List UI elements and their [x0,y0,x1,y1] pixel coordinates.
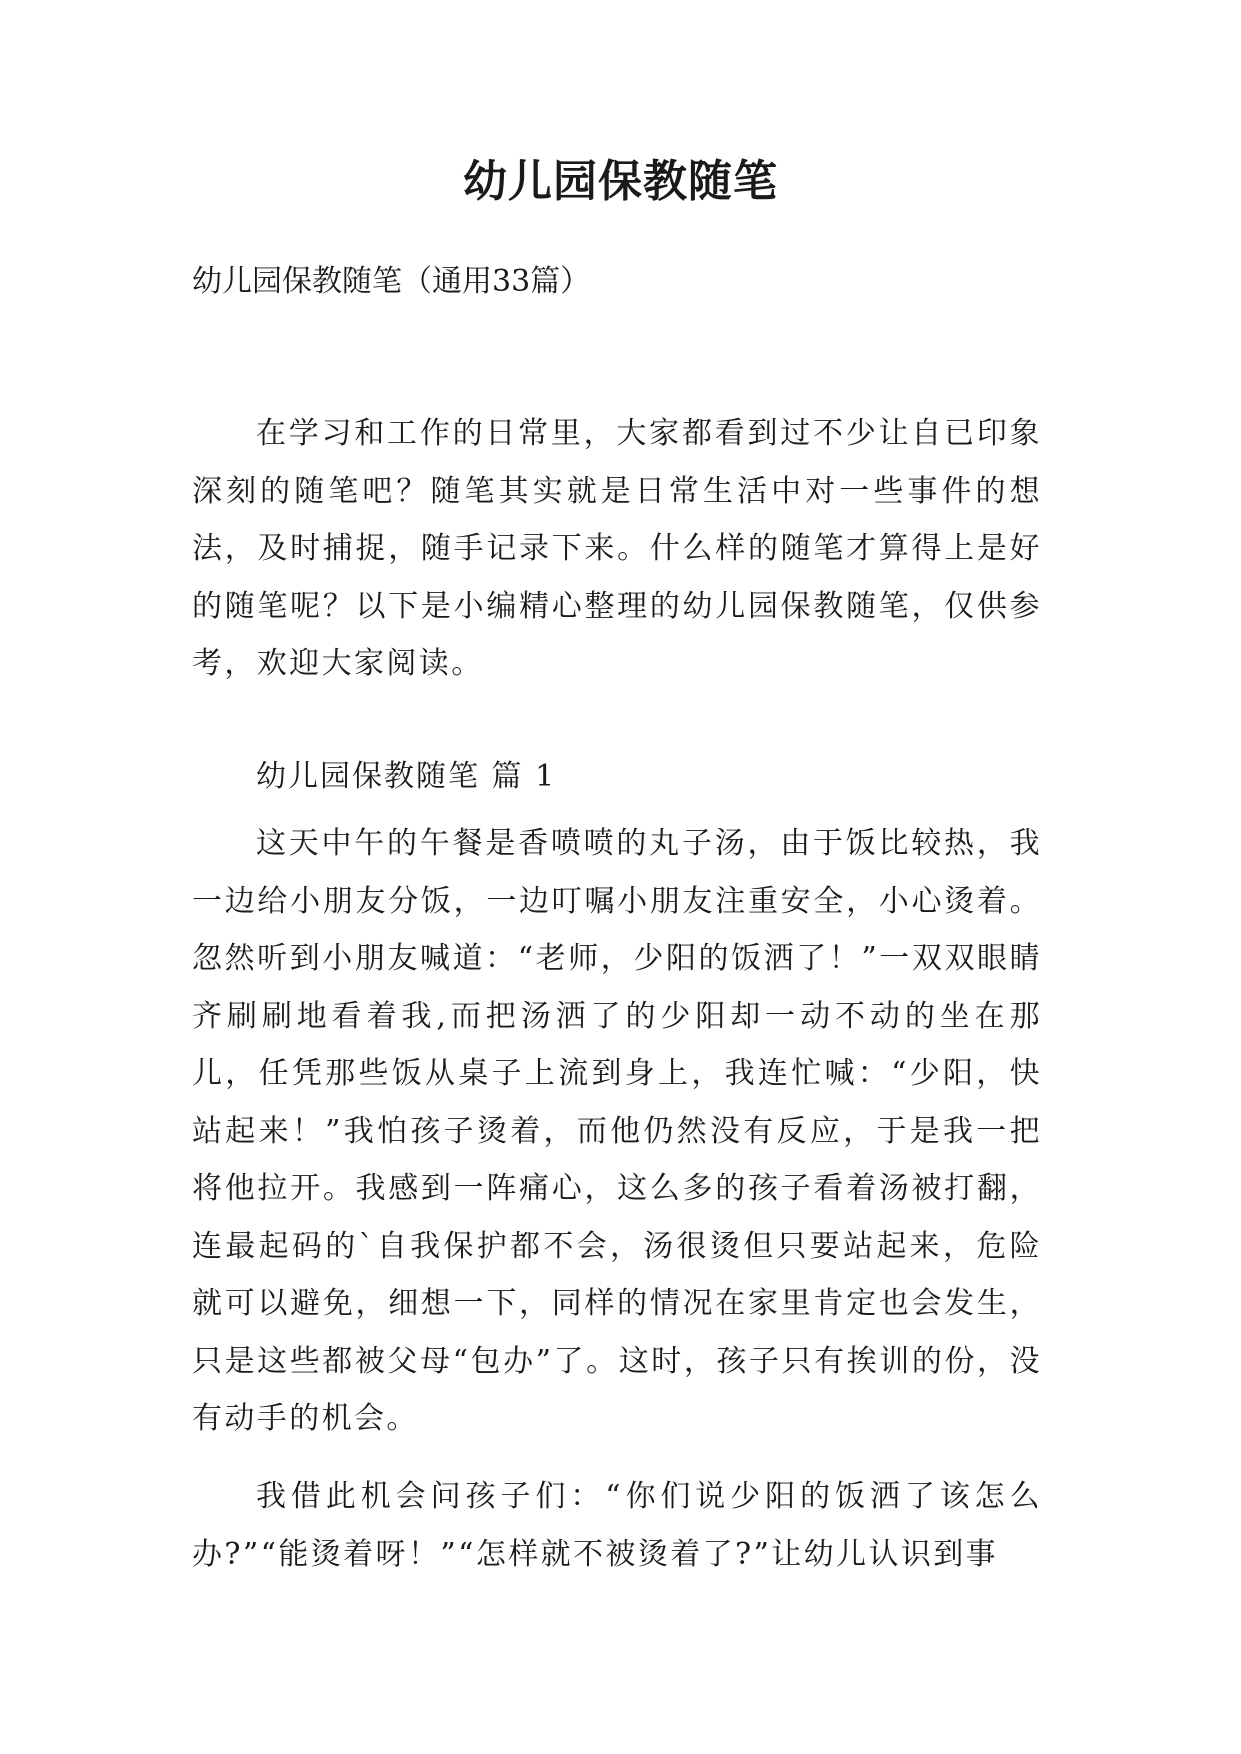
section-heading: 幼儿园保教随笔 篇 1 [256,759,557,794]
body-paragraph: 这天中午的午餐是香喷喷的丸子汤，由于饭比较热，我一边给小朋友分饭，一边叮嘱小朋友注重安全，小心烫着。忽然听到小朋友喊道：“老师，少阳的饭洒了！”一双双眼睛齐刷刷地看着我,而把汤洒了的少阳却一动不动的坐在那儿，任凭那些饭从桌子上流到身上，我连忙喊：“少阳，快站起来！”我怕孩子烫着，而他仍然没有反应，于是我一把将他拉开。我感到一阵痛心，这么多的孩子看着汤被打翻，连最起码的`自我保护都不会，汤很烫但只要站起来，危险就可以避免，细想一下，同样的情况在家里肯定也会发生，只是这些都被父母“包办”了。这时，孩子只有挨训的份，没有动手的机会。 [192,826,1042,1436]
document-subtitle: 幼儿园保教随笔（通用33篇） [192,264,591,299]
intro-paragraph: 在学习和工作的日常里，大家都看到过不少让自已印象深刻的随笔吧？随笔其实就是日常生活中对一些事件的想法，及时捕捉，随手记录下来。什么样的随笔才算得上是好的随笔呢？以下是小编精心整理的幼儿园保教随笔，仅供参考，欢迎大家阅读。 [192,416,1042,681]
document-title: 幼儿园保教随笔 [463,156,778,207]
body-paragraph: 我借此机会问孩子们：“你们说少阳的饭洒了该怎么办?”“能烫着呀！”“怎样就不被烫着了?”让幼儿认识到事 [192,1479,1042,1572]
